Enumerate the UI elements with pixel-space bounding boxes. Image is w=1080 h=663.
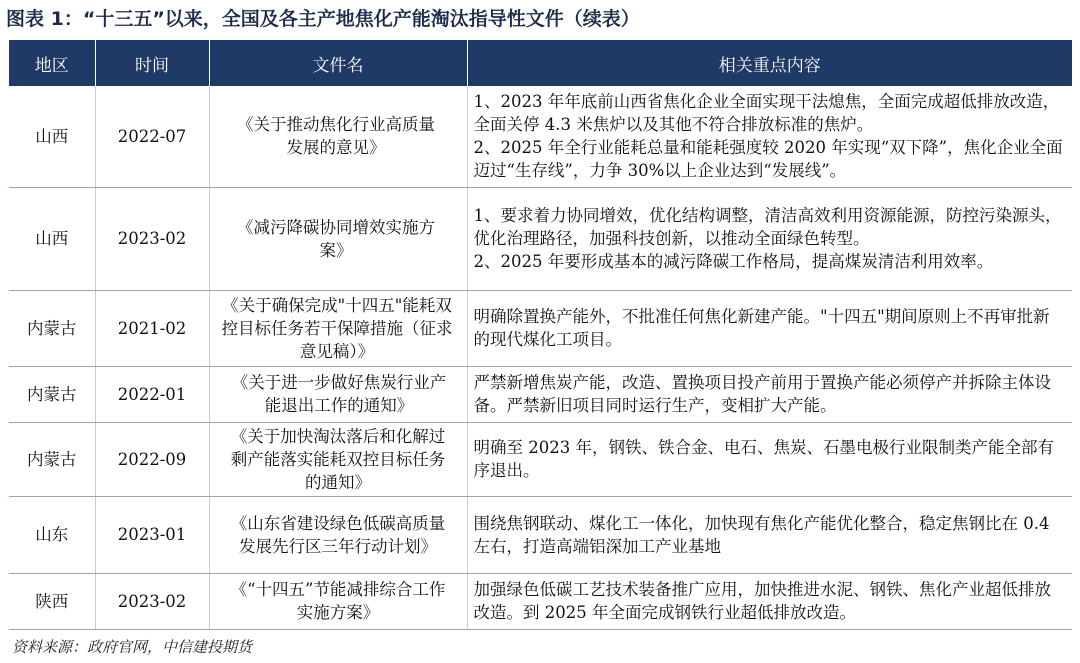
- cell-date: 2021-02: [95, 290, 209, 366]
- table-row: [9, 573, 1072, 629]
- cell-region: 山东: [9, 496, 95, 573]
- cell-region: 内蒙古: [9, 422, 95, 496]
- cell-date: 2022-01: [95, 366, 209, 422]
- cell-content: 加强绿色低碳工艺技术装备推广应用，加快推进水泥、钢铁、焦化产业超低排放改造。到 2025 年全面完成钢铁行业超低排放改造。: [467, 573, 1072, 629]
- cell-doc: 《山东省建设绿色低碳高质量发展先行区三年行动计划》: [209, 496, 467, 573]
- cell-content: [467, 187, 1072, 290]
- header-doc: 文件名: [209, 40, 467, 86]
- content-line: 2、2025 年全行业能耗总量和能耗强度较 2020 年实现“双下降”，焦化企业全面迈过“生存线”，力争 30%以上企业达到“发展线”。: [473, 138, 1063, 181]
- cell-content: [467, 86, 1072, 187]
- cell-content: 明确至 2023 年，钢铁、铁合金、电石、焦炭、石墨电极行业限制类产能全部有序退出。: [467, 422, 1072, 496]
- cell-doc: 《“十四五”节能减排综合工作实施方案》: [209, 573, 467, 629]
- header-date: 时间: [95, 40, 209, 86]
- cell-date: 2023-02: [95, 573, 209, 629]
- header-content: 相关重点内容: [467, 40, 1072, 86]
- table-row: [9, 187, 1072, 290]
- content-line: 1、2023 年年底前山西省焦化企业全面实现干法熄焦，全面完成超低排放改造，全面关停 4.3 米焦炉以及其他不符合排放标准的焦炉。: [473, 92, 1060, 135]
- cell-region: 山西: [9, 187, 95, 290]
- cell-content: 明确除置换产能外，不批准任何焦化新建产能。"十四五"期间原则上不再审批新的现代煤化工项目。: [467, 290, 1072, 366]
- cell-region: 内蒙古: [9, 366, 95, 422]
- cell-date: 2022-07: [95, 86, 209, 187]
- cell-region: 陕西: [9, 573, 95, 629]
- source-note: 资料来源：政府官网，中信建投期货: [12, 638, 253, 656]
- table-row: [9, 366, 1072, 422]
- cell-date: 2023-01: [95, 496, 209, 573]
- table-header-row: [9, 40, 1072, 86]
- cell-date: 2023-02: [95, 187, 209, 290]
- content-line: 2、2025 年要形成基本的减污降碳工作格局，提高煤炭清洁利用效率。: [473, 252, 994, 271]
- cell-region: 山西: [9, 86, 95, 187]
- cell-doc: 《关于加快淘汰落后和化解过剩产能落实能耗双控目标任务的通知》: [209, 422, 467, 496]
- cell-content: 围绕焦钢联动、煤化工一体化，加快现有焦化产能优化整合，稳定焦钢比在 0.4 左右，打造高端铝深加工产业基地: [467, 496, 1072, 573]
- table-row: [9, 422, 1072, 496]
- table-row: [9, 496, 1072, 573]
- header-region: 地区: [9, 40, 95, 86]
- cell-doc: 《减污降碳协同增效实施方案》: [209, 187, 467, 290]
- table-row: [9, 86, 1072, 187]
- cell-doc: 《关于确保完成"十四五"能耗双控目标任务若干保障措施（征求意见稿）》: [209, 290, 467, 366]
- table-row: [9, 290, 1072, 366]
- cell-date: 2022-09: [95, 422, 209, 496]
- cell-doc: 《关于进一步做好焦炭行业产能退出工作的通知》: [209, 366, 467, 422]
- cell-content: 严禁新增焦炭产能，改造、置换项目投产前用于置换产能必须停产并拆除主体设备。严禁新旧项目同时运行生产，变相扩大产能。: [467, 366, 1072, 422]
- cell-doc: 《关于推动焦化行业高质量发展的意见》: [209, 86, 467, 187]
- figure-title: 图表 1：“十三五”以来，全国及各主产地焦化产能淘汰指导性文件（续表）: [6, 8, 640, 30]
- policy-table: [9, 40, 1072, 630]
- cell-region: 内蒙古: [9, 290, 95, 366]
- content-line: 1、要求着力协同增效，优化结构调整，清洁高效利用资源能源，防控污染源头，优化治理路径，加强科技创新，以推动全面绿色转型。: [473, 206, 1062, 248]
